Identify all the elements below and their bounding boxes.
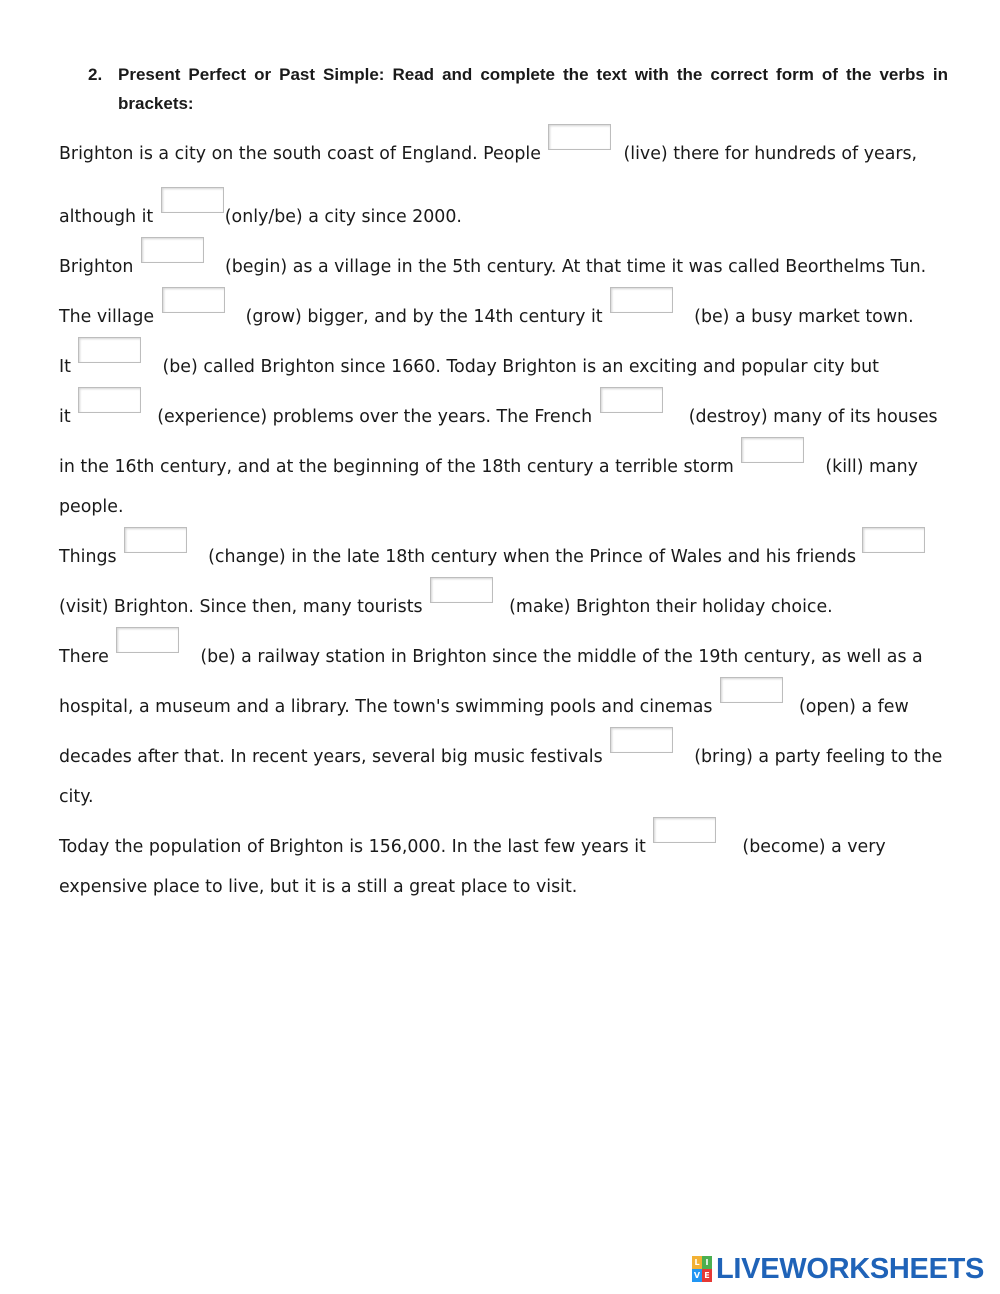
text-fragment: (be) called Brighton since 1660. Today Brighton is an exciting and popular city but xyxy=(162,357,879,377)
text-fragment: (live) there for hundreds of years, xyxy=(623,144,918,164)
text-line xyxy=(59,453,918,481)
text-fragment: Today the population of Brighton is 156,000. In the last few years it xyxy=(59,837,652,857)
answer-input-7[interactable] xyxy=(78,387,141,413)
answer-input-11[interactable] xyxy=(862,527,925,553)
text-line xyxy=(59,543,925,571)
text-fragment: Brighton is a city on the south coast of England. People xyxy=(59,144,547,164)
text-fragment: (begin) as a village in the 5th century. At that time it was called Beorthelms Tun. xyxy=(224,257,927,277)
text-fragment: although it xyxy=(59,207,159,227)
text-fragment: city. xyxy=(59,787,94,807)
logo-badge-letter: L xyxy=(692,1256,702,1269)
text-fragment: The village xyxy=(59,307,160,327)
answer-input-5[interactable] xyxy=(610,287,673,313)
text-fragment: Things xyxy=(59,547,123,567)
text-line xyxy=(59,833,886,861)
text-fragment: (be) a railway station in Brighton since the middle of the 19th century, as well as a xyxy=(200,647,923,667)
answer-input-8[interactable] xyxy=(600,387,663,413)
text-fragment: It xyxy=(59,357,77,377)
liveworksheets-logo xyxy=(692,1252,984,1286)
answer-input-2[interactable] xyxy=(161,187,224,213)
logo-badge-letter: V xyxy=(693,1271,701,1280)
answer-input-3[interactable] xyxy=(141,237,204,263)
text-line xyxy=(59,873,577,901)
answer-input-1[interactable] xyxy=(548,124,611,150)
text-line xyxy=(59,403,938,431)
text-fragment: (become) a very xyxy=(742,837,886,857)
logo-badge-letter: I xyxy=(702,1256,712,1269)
text-line xyxy=(59,303,914,331)
text-fragment: in the 16th century, and at the beginning of the 18th century a terrible storm xyxy=(59,457,740,477)
text-fragment: (make) Brighton their holiday choice. xyxy=(509,597,833,617)
text-line xyxy=(59,593,833,621)
text-fragment: (destroy) many of its houses xyxy=(688,407,938,427)
answer-input-6[interactable] xyxy=(78,337,141,363)
text-line xyxy=(59,353,879,381)
answer-input-9[interactable] xyxy=(741,437,804,463)
text-fragment: hospital, a museum and a library. The town's swimming pools and cinemas xyxy=(59,697,718,717)
answer-input-14[interactable] xyxy=(720,677,783,703)
text-line xyxy=(59,643,923,671)
answer-input-10[interactable] xyxy=(124,527,187,553)
text-fragment: (change) in the late 18th century when the Prince of Wales and his friends xyxy=(208,547,862,567)
text-fragment: (open) a few xyxy=(798,697,909,717)
text-line xyxy=(59,783,94,811)
text-fragment: (grow) bigger, and by the 14th century it xyxy=(245,307,609,327)
text-line xyxy=(59,203,462,231)
text-fragment: Brighton xyxy=(59,257,139,277)
text-fragment: There xyxy=(59,647,115,667)
text-line xyxy=(59,743,942,771)
answer-input-13[interactable] xyxy=(116,627,179,653)
answer-input-16[interactable] xyxy=(653,817,716,843)
answer-input-12[interactable] xyxy=(430,577,493,603)
text-line xyxy=(59,493,123,521)
exercise-instruction-text: Present Perfect or Past Simple: Read and complete the text with the correct form of the verbs in brackets: xyxy=(118,65,948,113)
logo-badge-letter: E xyxy=(702,1269,712,1282)
logo-text: LIVEWORKSHEETS xyxy=(716,1252,985,1285)
text-line xyxy=(59,693,909,721)
text-fragment: (experience) problems over the years. The French xyxy=(157,407,598,427)
text-fragment: (be) a busy market town. xyxy=(694,307,914,327)
logo-badge-icon xyxy=(692,1256,712,1282)
answer-input-15[interactable] xyxy=(610,727,673,753)
text-fragment: people. xyxy=(59,497,124,517)
text-fragment: expensive place to live, but it is a still a great place to visit. xyxy=(59,877,578,897)
exercise-instruction xyxy=(88,60,948,118)
text-fragment: (visit) Brighton. Since then, many tourists xyxy=(59,597,429,617)
text-fragment: (bring) a party feeling to the xyxy=(694,747,943,767)
text-line xyxy=(59,253,926,281)
answer-input-4[interactable] xyxy=(162,287,225,313)
text-fragment: decades after that. In recent years, several big music festivals xyxy=(59,747,609,767)
text-fragment: (kill) many xyxy=(825,457,918,477)
exercise-number: 2. xyxy=(88,65,103,84)
text-fragment: it xyxy=(59,407,77,427)
text-fragment: (only/be) a city since 2000. xyxy=(224,207,462,227)
text-line xyxy=(59,140,917,168)
